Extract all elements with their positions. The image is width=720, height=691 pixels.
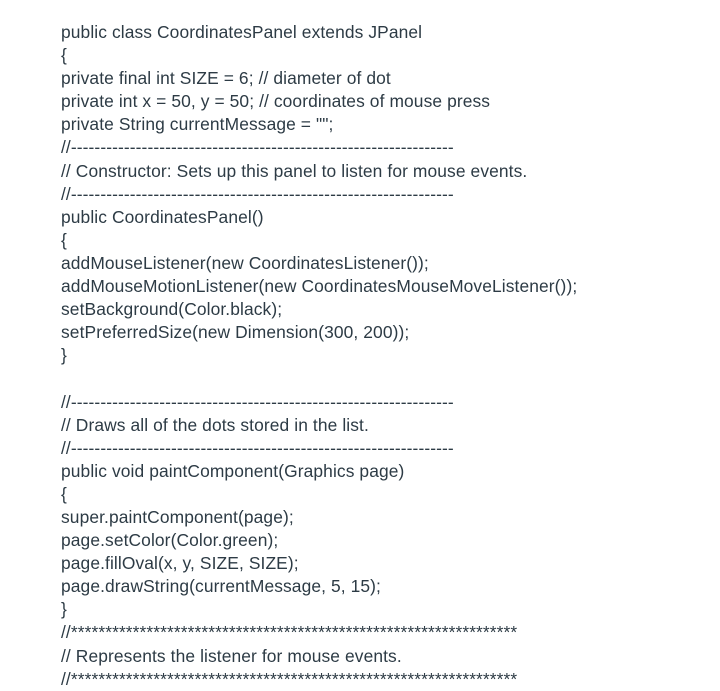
- code-line: {: [61, 229, 67, 250]
- code-line: private final int SIZE = 6; // diameter of dot: [61, 68, 391, 89]
- code-line: addMouseMotionListener(new CoordinatesMouseMoveListener());: [61, 276, 578, 297]
- code-line: page.fillOval(x, y, SIZE, SIZE);: [61, 553, 299, 574]
- code-line: // Constructor: Sets up this panel to listen for mouse events.: [61, 160, 528, 181]
- code-line: //-----------------------------------------------------------------: [61, 437, 454, 458]
- code-line: {: [61, 45, 67, 66]
- code-line: //*****************************************************************: [61, 668, 518, 689]
- code-line: public void paintComponent(Graphics page): [61, 460, 405, 481]
- code-line: private String currentMessage = "";: [61, 114, 334, 135]
- code-listing: [61, 21, 711, 691]
- blank-line: [61, 367, 711, 390]
- code-line: {: [61, 483, 67, 504]
- code-line: public class CoordinatesPanel extends JPanel: [61, 22, 423, 42]
- code-line: super.paintComponent(page);: [61, 506, 294, 527]
- code-line: //*****************************************************************: [61, 622, 518, 643]
- code-line: //-----------------------------------------------------------------: [61, 137, 454, 158]
- code-line: //-----------------------------------------------------------------: [61, 391, 454, 412]
- code-line: setBackground(Color.black);: [61, 299, 283, 320]
- code-line: // Represents the listener for mouse events.: [61, 645, 402, 666]
- code-line: setPreferredSize(new Dimension(300, 200));: [61, 322, 410, 343]
- code-line: page.drawString(currentMessage, 5, 15);: [61, 576, 381, 597]
- code-line: }: [61, 345, 67, 366]
- code-line: // Draws all of the dots stored in the list.: [61, 414, 369, 435]
- code-line: }: [61, 599, 67, 620]
- code-line: addMouseListener(new CoordinatesListener());: [61, 252, 429, 273]
- code-line: public CoordinatesPanel(): [61, 206, 264, 227]
- code-line: private int x = 50, y = 50; // coordinates of mouse press: [61, 91, 491, 112]
- code-line: //-----------------------------------------------------------------: [61, 183, 454, 204]
- code-line: page.setColor(Color.green);: [61, 530, 279, 551]
